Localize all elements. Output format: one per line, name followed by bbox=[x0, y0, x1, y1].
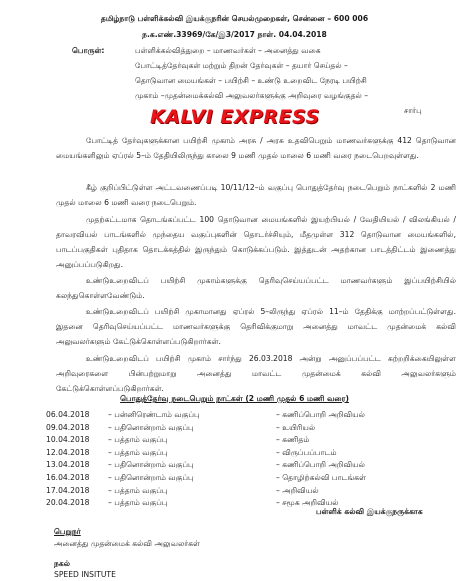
paragraph: உண்டுஉறைவிடப் பயிற்சி முகாமானது ஏப்ரல் 5–லிருந்து ஏப்ரல் 11–ம் தேதிக்கு மாற்றப்பட்டுள்ளது. இதனை தெரிவுசெய்யப்பட்ட மாணவர்களுக்கு தெரிவிக்குமாறு அனைத்து மாவட்ட முதன்மைக் கல்வி அலுவலர்களும் கேட்டுக்கொள்ளப்படுகிறார்கள். bbox=[56, 307, 456, 346]
exam-date: 06.04.2018 bbox=[46, 410, 90, 419]
exam-class: – பன்னிரெண்டாம் வகுப்பு bbox=[108, 410, 200, 419]
schedule-row bbox=[46, 472, 446, 484]
signature-line: பள்ளிக் கல்வி இயக்குநருக்காக bbox=[316, 507, 423, 516]
exam-subject: – கணிப்பொறி அறிவியல் bbox=[276, 460, 365, 470]
subject-line: முகாம் –முதன்மைக்கல்வி அலுவலர்களுக்கு அறிவுரை வழங்குதல் – bbox=[135, 91, 369, 100]
exam-date: 09.04.2018 bbox=[46, 422, 90, 432]
exam-class: – பத்தாம் வகுப்பு bbox=[108, 447, 168, 457]
schedule-title: பொதுத்தேர்வு நடைபெறும் நாட்கள் (2 மணி முதல் 6 மணி வரை) bbox=[120, 394, 349, 403]
exam-class: – பதினொன்றாம் வகுப்பு bbox=[108, 460, 194, 470]
paragraph: கீழ் குறிப்பிட்டுள்ள அட்டவணைப்படி 10/11/12–ம் வகுப்பு பொதுத்தேர்வு நடைபெறும் நாட்களில் 2 மணி முதல் மாலை 6 மணி வரை நடைபெறும். bbox=[56, 183, 456, 207]
schedule-row bbox=[46, 447, 446, 459]
exam-date: 12.04.2018 bbox=[46, 447, 90, 457]
brand-watermark: KALVI EXPRESS bbox=[150, 106, 320, 128]
schedule-row bbox=[46, 485, 446, 497]
exam-date: 20.04.2018 bbox=[46, 498, 90, 508]
exam-date: 17.04.2018 bbox=[46, 485, 90, 495]
exam-class: – பதினொன்றாம் வகுப்பு bbox=[108, 422, 194, 432]
exam-subject: – விருப்பப்பாடம் bbox=[276, 447, 337, 457]
subject-line: தொடுவான மையங்கள் – பயிற்சி – உண்டு உறைவிட நேரடி பயிற்சி bbox=[135, 76, 367, 85]
header-title: தமிழ்நாடு பள்ளிக்கல்வி இயக்குநரின் செயல்முறைகள், சென்னை – 600 006 bbox=[100, 14, 369, 23]
copy-label: நகல் bbox=[54, 559, 71, 568]
schedule-row bbox=[46, 409, 446, 421]
recipient-label: பெறுநர் bbox=[54, 527, 81, 536]
exam-date: 10.04.2018 bbox=[46, 435, 90, 445]
exam-class: – பத்தாம் வகுப்பு bbox=[108, 498, 168, 508]
exam-class: – பதினொன்றாம் வகுப்பு bbox=[108, 473, 194, 482]
exam-class: – பத்தாம் வகுப்பு bbox=[108, 485, 168, 495]
exam-date: 13.04.2018 bbox=[46, 460, 90, 470]
exam-subject: – அறிவியல் bbox=[276, 485, 319, 495]
exam-subject: – உயிரியல் bbox=[276, 422, 316, 432]
exam-subject: – தொழிற்கல்வி பாடங்கள் bbox=[276, 473, 366, 482]
schedule-row bbox=[46, 422, 446, 434]
subject-line: சார்பு bbox=[404, 106, 422, 115]
paragraph: உண்டுஉறைவிடப் பயிற்சி முகாம்களுக்கு தெரிவுசெய்யப்பட்ட மாணவர்களும் இப்பயிற்சியில் கலந்துகொள்ளவேண்டும். bbox=[56, 276, 456, 300]
schedule-row bbox=[46, 434, 446, 446]
paragraph: போட்டித் தேர்வுகளுக்கான பயிற்சி முகாம் அரசு / அரசு உதவிபெறும் மாணவர்களுக்கு 412 தொடுவான மையங்களிலும் ஏப்ரல் 5–ம் தேதியிலிருந்து காலை 9 மணி முதல் மாலை 6 மணி வரை நடைபெறவுள்ளது. bbox=[56, 136, 456, 160]
subject-line: போட்டித்தேர்வுகள் மற்றும் திறன் தேர்வுகள் – தயார் செய்தல் – bbox=[135, 61, 348, 70]
paragraph: முதற்கட்டமாக தொடங்கப்பட்ட 100 தொடுவான மையங்களில் இயற்பியல் / வேதியியல் / விலங்கியல் / தாவரவியல் பாடங்களில் முந்தைய வகுப்புகளின் தொடர்ச்சியும், மீதமுள்ள 312 தொடுவான மையங்களில், பாடப்பகுதிகள் புதிதாக தொடக்கத்தில் இருந்தும் கொடுக்கப்படும். இத்துடன் அதற்கான பாடத்திட்டம் இணைத்து அனுப்பப்படுகிறது. bbox=[56, 215, 456, 269]
exam-subject: – கணிதம் bbox=[276, 435, 310, 445]
copy-text: SPEED INSITUTE bbox=[54, 570, 116, 579]
subject-line: பள்ளிக்கல்வித்துறை – மாணவர்கள் – அனைத்து வகை bbox=[135, 46, 321, 55]
reference-number: ந.க.எண்.33969/கே/இ3/2017 நாள். 04.04.2018 bbox=[142, 30, 327, 39]
exam-subject: – சமூக அறிவியல் bbox=[276, 498, 339, 508]
exam-subject: – கணிப்பொறி அறிவியல் bbox=[276, 410, 365, 419]
paragraph: உண்டுஉறைவிடப் பயிற்சி முகாம் சார்ந்து 26.03.2018 அன்று அனுப்பப்பட்ட சுற்றறிக்கையிலுள்ள அறிவுரைகளை பின்பற்றுமாறு அனைத்து மாவட்ட முதன்மைக் கல்வி அலுவலர்களும் கேட்டுக்கொள்ளப்படுகிறார்கள். bbox=[56, 354, 456, 393]
exam-date: 16.04.2018 bbox=[46, 473, 90, 482]
subject-label: பொருள்: bbox=[72, 46, 105, 55]
exam-class: – பத்தாம் வகுப்பு bbox=[108, 435, 168, 445]
recipient-text: அனைத்து முதன்மைக் கல்வி அலுவலர்கள் bbox=[54, 539, 200, 548]
schedule-row bbox=[46, 459, 446, 471]
